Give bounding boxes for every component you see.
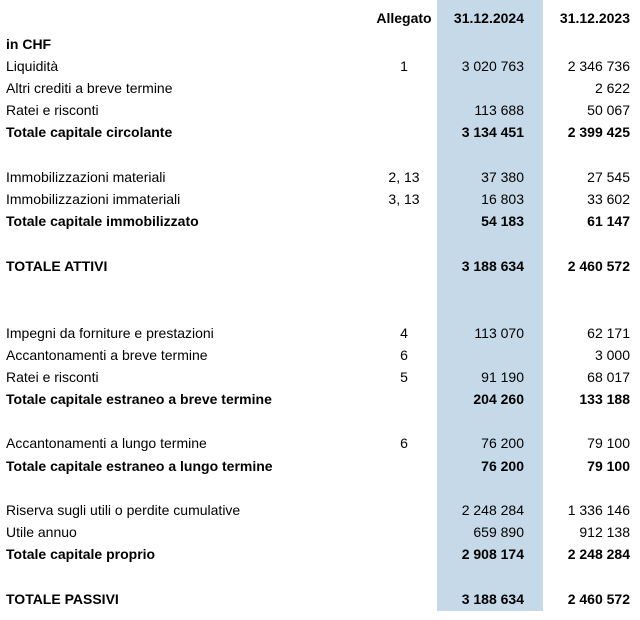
row-annex [368, 255, 440, 277]
row-value-2023: 3 000 [594, 347, 630, 363]
unit-label: in CHF [6, 36, 52, 52]
row-value-2023: 2 399 425 [567, 124, 630, 140]
row-value-2023: 68 017 [587, 369, 630, 385]
row-annex [368, 99, 440, 121]
row-value-2023: 79 100 [587, 458, 630, 474]
row-annex [368, 499, 440, 521]
row-value-2024: 2 908 174 [461, 546, 524, 562]
row-annex: 4 [400, 325, 408, 341]
row-value-2023: 79 100 [587, 435, 630, 451]
total-row [0, 121, 640, 143]
row-value-2024: 113 688 [474, 102, 524, 118]
row-label: Totale capitale circolante [6, 124, 173, 140]
table-row [0, 322, 640, 344]
table-row [0, 344, 640, 366]
row-value-2024: 204 260 [473, 391, 524, 407]
table-row [0, 55, 640, 77]
row-annex [368, 543, 440, 565]
table-row [0, 77, 640, 99]
row-value-2023: 2 460 572 [567, 258, 630, 274]
row-annex [368, 77, 440, 99]
total-row [0, 210, 640, 232]
table-row [0, 432, 640, 454]
row-label: Ratei e risconti [6, 369, 99, 385]
row-value-2024: 3 188 634 [461, 258, 524, 274]
total-row [0, 388, 640, 410]
total-row [0, 255, 640, 277]
row-value-2023: 2 622 [594, 80, 630, 96]
row-value-2024: 91 190 [481, 369, 524, 385]
row-annex [368, 210, 440, 232]
row-label: TOTALE PASSIVI [6, 591, 119, 607]
row-value-2023: 2 460 572 [567, 591, 630, 607]
row-label: Totale capitale estraneo a breve termine [6, 391, 272, 407]
row-value-2024: 3 134 451 [461, 124, 524, 140]
row-value-2023: 27 545 [587, 169, 630, 185]
row-value-2023: 62 171 [587, 325, 630, 341]
row-annex: 5 [400, 369, 408, 385]
row-annex [368, 121, 440, 143]
row-value-2024: 16 803 [481, 191, 524, 207]
row-value-2024: 113 070 [474, 325, 524, 341]
row-label: Liquidità [6, 58, 59, 74]
row-label: Impegni da forniture e prestazioni [6, 325, 214, 341]
table-row [0, 521, 640, 543]
row-annex [368, 455, 440, 477]
row-label: TOTALE ATTIVI [6, 258, 108, 274]
header-annex: Allegato [376, 10, 432, 26]
row-annex: 1 [400, 58, 408, 74]
row-label: Totale capitale estraneo a lungo termine [6, 458, 273, 474]
unit-row [0, 33, 640, 55]
row-value-2023: 33 602 [587, 191, 630, 207]
row-label: Riserva sugli utili o perdite cumulative [6, 502, 241, 518]
row-annex: 2, 13 [388, 169, 420, 185]
row-annex: 3, 13 [388, 191, 420, 207]
table-row [0, 99, 640, 121]
row-annex [368, 588, 440, 610]
row-value-2023: 61 147 [587, 213, 630, 229]
row-value-2023: 2 248 284 [567, 546, 630, 562]
row-value-2024 [437, 344, 524, 366]
row-value-2023: 50 067 [587, 102, 630, 118]
row-value-2023: 133 188 [579, 391, 630, 407]
total-row [0, 588, 640, 610]
row-label: Totale capitale proprio [6, 546, 156, 562]
row-value-2024: 76 200 [481, 458, 524, 474]
row-label: Immobilizzazioni materiali [6, 169, 166, 185]
row-label: Altri crediti a breve termine [6, 80, 173, 96]
row-value-2024: 54 183 [481, 213, 524, 229]
row-value-2024: 37 380 [481, 169, 524, 185]
table-row [0, 188, 640, 210]
row-annex [368, 521, 440, 543]
row-label: Totale capitale immobilizzato [6, 213, 199, 229]
row-value-2023: 1 336 146 [567, 502, 630, 518]
total-row [0, 543, 640, 565]
row-label: Ratei e risconti [6, 102, 99, 118]
row-value-2024: 3 020 763 [461, 58, 524, 74]
table-row [0, 166, 640, 188]
row-value-2024 [437, 77, 524, 99]
row-value-2023: 2 346 736 [567, 58, 630, 74]
row-value-2024: 659 890 [473, 524, 524, 540]
row-value-2024: 2 248 284 [461, 502, 524, 518]
header-row [0, 7, 640, 29]
row-annex [368, 388, 440, 410]
header-year-2024: 31.12.2024 [453, 10, 524, 26]
row-label: Accantonamenti a lungo termine [6, 435, 207, 451]
table-row [0, 366, 640, 388]
header-year-2023: 31.12.2023 [559, 10, 630, 26]
row-annex: 6 [400, 435, 408, 451]
total-row [0, 455, 640, 477]
row-value-2024: 3 188 634 [461, 591, 524, 607]
row-label: Utile annuo [6, 524, 77, 540]
row-annex: 6 [400, 347, 408, 363]
row-value-2023: 912 138 [579, 524, 630, 540]
row-value-2024: 76 200 [481, 435, 524, 451]
row-label: Accantonamenti a breve termine [6, 347, 208, 363]
row-label: Immobilizzazioni immateriali [6, 191, 181, 207]
table-row [0, 499, 640, 521]
